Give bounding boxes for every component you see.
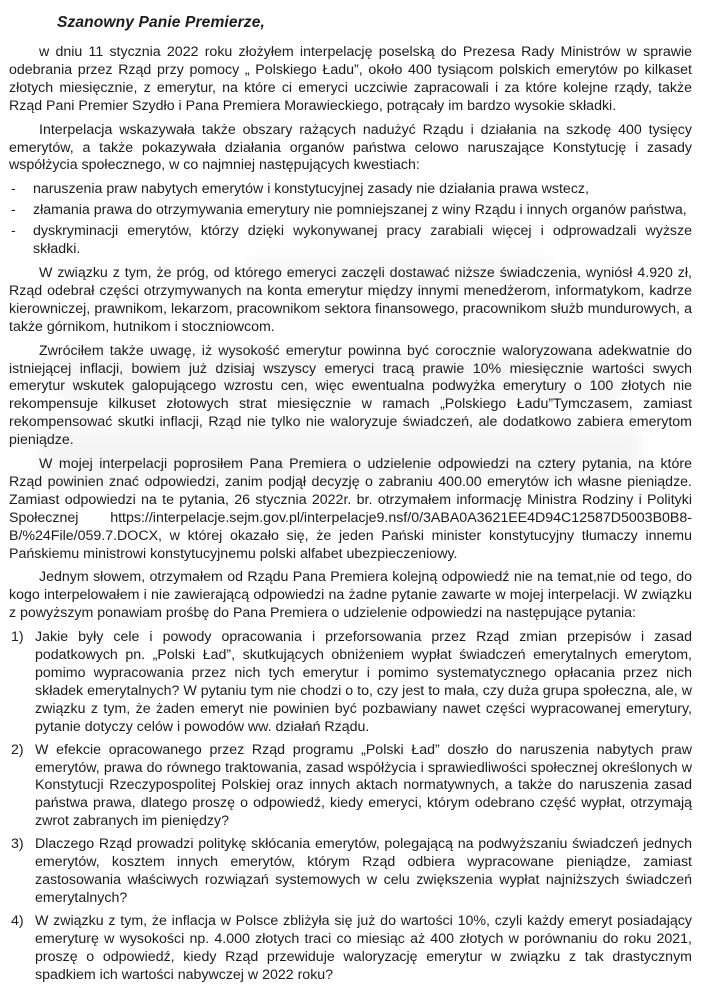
list-item <box>9 223 692 259</box>
dash-marker: - <box>11 202 16 219</box>
list-item-text: złamania prawa do otrzymywania emerytury nie pomniejszanej z winy Rządu i innych organów państwa, <box>33 202 687 219</box>
question-text: W efekcie opracowanego przez Rząd programu „Polski Ład” doszło do naruszenia nabytych praw emerytów, prawa do równego traktowania, zasad współżycia i sprawiedliwości społecznej określonych w Konstytucji Rzeczypospolitej Polskiej oraz innych aktach normatywnych, a także do naruszenia zasad państwa prawa, dlatego proszę o odpowiedź, kiedy emeryci, którym odebrano część wypłat, otrzymają zwrot zabranych im pieniędzy? <box>35 741 692 830</box>
questions-list <box>9 629 692 984</box>
dash-marker: - <box>11 223 16 240</box>
list-item-text: dyskryminacji emerytów, którzy dzięki wykonywanej pracy zarabiali więcej i odprowadzali wyższe składki. <box>33 223 692 258</box>
paragraph-interpelacja-intro: w dniu 11 stycznia 2022 roku złożyłem interpelację poselską do Prezesa Rady Ministrów w sprawie odebrania przez Rząd przy pomocy „ Polskiego Ładu”, około 400 tysiącom polskich emerytów po kilkaset złotych miesięcznie, z emerytur, na które ci emeryci uczciwie zapracowali i za które kolejne rządy, także Rząd Pani Premier Szydło i Pana Premiera Morawieckiego, potrącały im bardzo wysokie składki. <box>9 44 692 114</box>
question-number: 4) <box>11 912 24 929</box>
paragraph-ponowienie-prosby: Jednym słowem, otrzymałem od Rządu Pana Premiera kolejną odpowiedź nie na temat,nie od tego, do kogo interpelowałem i nie zawierającą odpowiedzi na żadne pytanie zawarte w mojej interpelacji. W związku z powyższym ponawiam prośbę do Pana Premiera o udzielenie odpowiedzi na następujące pytania: <box>9 569 692 622</box>
question-number: 3) <box>11 836 24 853</box>
question-number: 1) <box>11 629 24 646</box>
paragraph-prog-4920: W związku z tym, że próg, od którego emeryci zaczęli dostawać niższe świadczenia, wyniósł 4.920 zł, Rząd odebrał części otrzymywanych na konta emerytur między innymi menedżerom, informatykom, kadrze kierowniczej, prawnikom, lekarzom, pracownikom sektora finansowego, pracownikom służb mundurowych, a także górnikom, hutnikom i stoczniowcom. <box>9 264 692 335</box>
question-item <box>9 629 692 736</box>
salutation: Szanowny Panie Premierze, <box>57 14 265 31</box>
question-item <box>9 836 692 908</box>
list-item <box>9 181 692 199</box>
violations-list <box>9 181 692 259</box>
question-number: 2) <box>11 741 24 758</box>
question-item <box>9 913 692 984</box>
paragraph-odpowiedz-ministra: W mojej interpelacji poprosiłem Pana Premiera o udzielenie odpowiedzi na cztery pytania, na które Rząd powinien znać odpowiedzi, zanim podjął decyzję o zabraniu 400.00 emerytów ich własne pieniądze. Zamiast odpowiedzi na te pytania, 26 stycznia 2022r. br. otrzymałem informację Ministra Rodziny i Polityki Społecznej https://interpelacje.sejm.gov.pl/interpelacje9.nsf/0/3ABA0A3621EE4D94C12587D5003B0B8-B/%24File/059.7.DOCX, w której okazało się, że jeden Pański minister konstytucyjny tłumaczy innemu Pańskiemu ministrowi konstytucyjnemu polski alfabet ubezpieczeniowy. <box>9 456 692 562</box>
list-item-text: naruszenia praw nabytych emerytów i konstytucyjnej zasady nie działania prawa wstecz, <box>33 181 589 198</box>
question-text: Dlaczego Rząd prowadzi politykę skłócania emerytów, polegającą na podwyższaniu świadczeń jednych emerytów, kosztem innych emerytów, którym Rząd odbiera wypracowane pieniądze, zamiast zastosowania właściwych rozwiązań systemowych w celu zwiększenia wypłat najniższych świadczeń emerytalnych? <box>35 836 692 906</box>
question-text: Jakie były cele i powody opracowania i przeforsowania przez Rząd zmian przepisów i zasad podatkowych pn. „Polski Ład”, skutkujących obniżeniem wypłat świadczeń emerytalnych emerytom, pomimo wypracowania przez nich tych emerytur i pomimo systematycznego opłacania przez nich składek emerytalnych? W pytaniu tym nie chodzi o to, czy jest to mała, czy duża grupa społeczna, ale, w związku z tym, że żaden emeryt nie powinien być pozbawiany nawet części wypracowanej emerytury, pytanie dotyczy celów i powodów ww. działań Rządu. <box>35 629 692 735</box>
paragraph-naduzycia: Interpelacja wskazywała także obszary rażących nadużyć Rządu i działania na szkodę 400 tysięcy emerytów, a także pokazywała działania organów państwa celowo naruszające Konstytucję i zasady współżycia społecznego, w co najmniej następujących kwestiach: <box>9 121 692 174</box>
question-item <box>9 742 692 832</box>
question-text: W związku z tym, że inflacja w Polsce zbliżyła się już do wartości 10%, czyli każdy emeryt posiadający emeryturę w wysokości np. 4.000 złotych traci co miesiąc aż 400 złotych w porównaniu do roku 2021, proszę o odpowiedź, kiedy Rząd przewiduje waloryzację emerytur w związku z tak drastycznym spadkiem ich wartości nabywczej w 2022 roku? <box>35 912 692 983</box>
paragraph-waloryzacja: Zwróciłem także uwagę, iż wysokość emerytur powinna być corocznie waloryzowana adekwatnie do istniejącej inflacji, bowiem już dzisiaj wszyscy emeryci tracą prawie 10% miesięcznie wartości swych emerytur wskutek galopującego wzrostu cen, więc ewentualna podwyżka emerytury o 100 złotych nie rekompensuje kilkuset złotowych strat miesięcznie w ramach „Polskiego Ładu”Tymczasem, zamiast rekompensować skutki inflacji, Rząd nie tylko nie waloryzuje świadczeń, ale dodatkowo zabiera emerytom pieniądze. <box>9 342 692 449</box>
list-item <box>9 202 692 220</box>
dash-marker: - <box>11 181 16 198</box>
